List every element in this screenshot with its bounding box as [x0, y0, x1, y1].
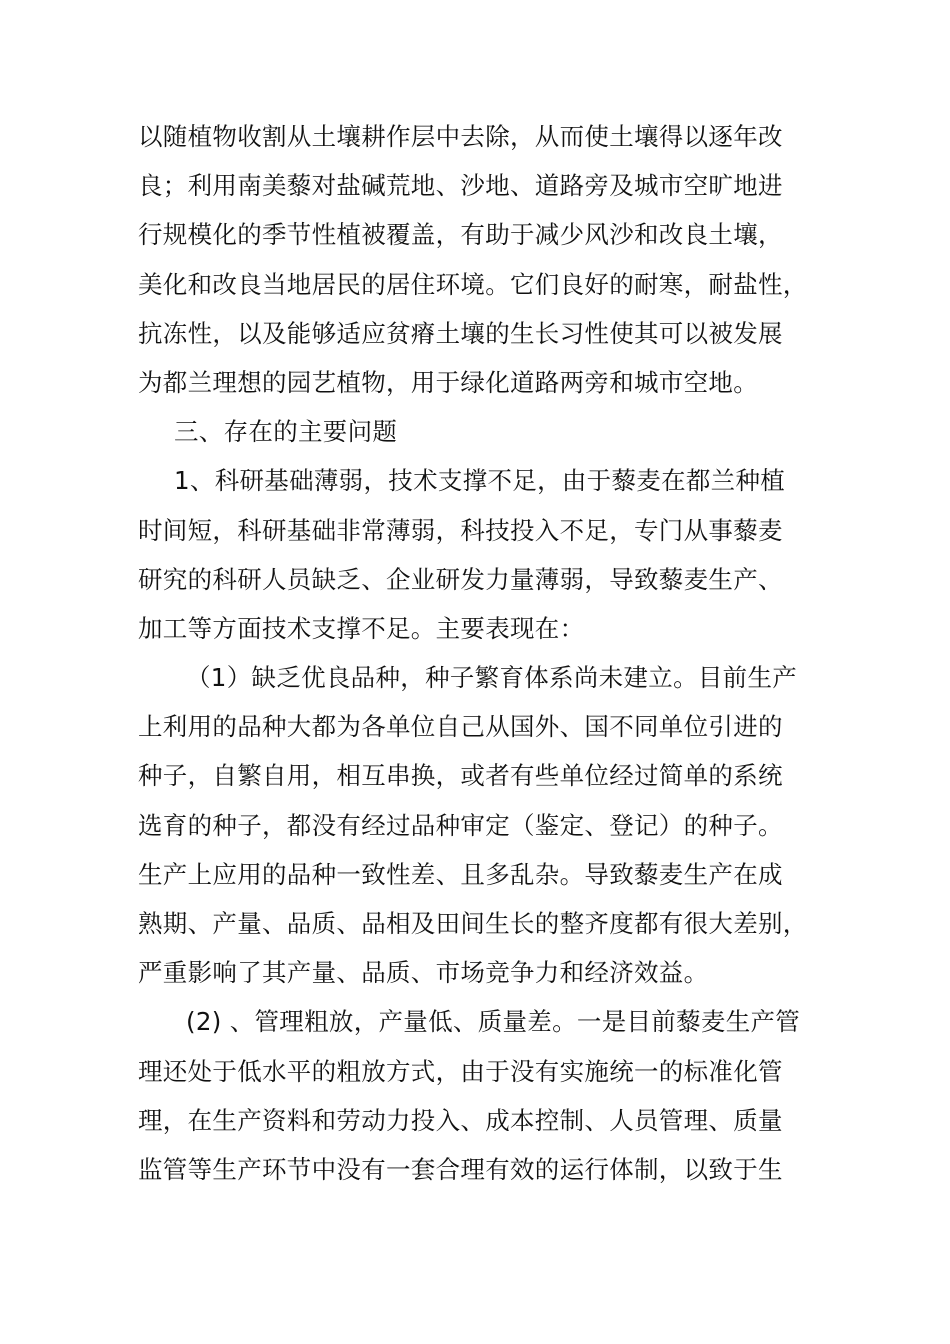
text-line: 种子，自繁自用，相互串换，或者有些单位经过简单的系统 — [138, 761, 783, 791]
text-line: （1）缺乏优良品种，种子繁育体系尚未建立。目前生产 — [186, 663, 798, 693]
section-heading: 三、存在的主要问题 — [174, 417, 398, 447]
text-line: 以随植物收割从土壤耕作层中去除，从而使土壤得以逐年改 — [138, 122, 783, 151]
text-line: 1、科研基础薄弱，技术支撑不足，由于藜麦在都兰种植 — [174, 466, 786, 496]
text-line: 行规模化的季节性植被覆盖，有助于减少风沙和改良土壤， — [138, 220, 783, 250]
body-text — [138, 112, 838, 1194]
text-line: (2) 、管理粗放，产量低、质量差。一是目前藜麦生产管 — [186, 1007, 801, 1037]
text-line: 理，在生产资料和劳动力投入、成本控制、人员管理、质量 — [138, 1105, 783, 1135]
text-line: 严重影响了其产量、品质、市场竞争力和经济效益。 — [138, 958, 709, 988]
text-line: 良；利用南美藜对盐碱荒地、沙地、道路旁及城市空旷地进 — [138, 171, 783, 201]
text-line: 监管等生产环节中没有一套合理有效的运行体制，以致于生 — [138, 1154, 783, 1184]
text-line: 美化和改良当地居民的居住环境。它们良好的耐寒，耐盐性， — [138, 269, 808, 299]
text-line: 生产上应用的品种一致性差、且多乱杂。导致藜麦生产在成 — [138, 859, 783, 889]
text-line: 上利用的品种大都为各单位自己从国外、国不同单位引进的 — [138, 712, 783, 742]
text-line: 时间短，科研基础非常薄弱，科技投入不足，专门从事藜麦 — [138, 515, 783, 545]
text-line: 熟期、产量、品质、品相及田间生长的整齐度都有很大差别， — [138, 909, 808, 938]
text-line: 加工等方面技术支撑不足。主要表现在： — [138, 613, 585, 643]
text-line: 抗冻性，以及能够适应贫瘠土壤的生长习性使其可以被发展 — [138, 318, 783, 348]
text-line: 选育的种子，都没有经过品种审定（鉴定、登记）的种子。 — [138, 810, 783, 840]
text-line: 理还处于低水平的粗放方式，由于没有实施统一的标准化管 — [138, 1056, 783, 1086]
text-line: 研究的科研人员缺乏、企业研发力量薄弱，导致藜麦生产、 — [138, 564, 783, 594]
text-line: 为都兰理想的园艺植物，用于绿化道路两旁和城市空地。 — [138, 367, 758, 397]
